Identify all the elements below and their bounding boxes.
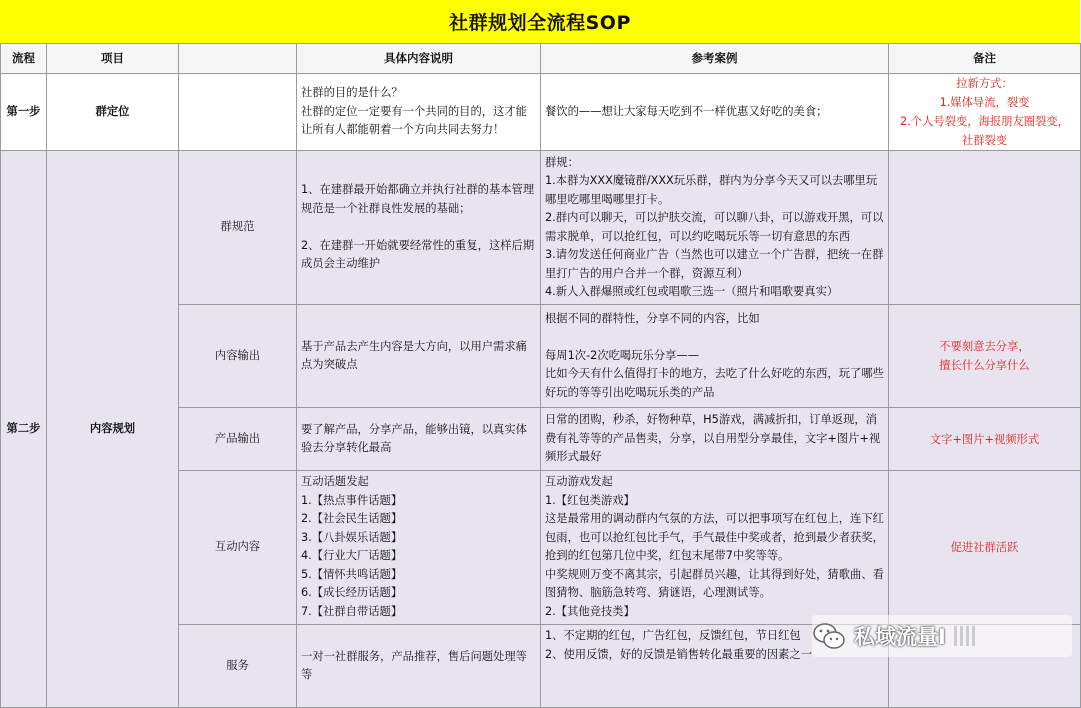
watermark-bars-icon	[954, 626, 975, 646]
header-note: 备注	[889, 44, 1081, 74]
watermark	[812, 615, 1072, 657]
header-row	[1, 44, 1081, 74]
sub-cell: 内容输出	[179, 305, 297, 408]
content-cell: 一对一社群服务，产品推荐，售后问题处理等等	[297, 625, 541, 708]
content-cell: 基于产品去产生内容是大方向，以用户需求痛点为突破点	[297, 305, 541, 408]
note-cell: 拉新方式： 1.媒体导流，裂变 2.个人号裂变，海报朋友圈裂变， 社群裂变	[889, 74, 1081, 151]
sub-cell: 群规范	[179, 151, 297, 305]
case-cell: 互动游戏发起 1.【红包类游戏】 这是最常用的调动群内气氛的方法，可以把事项写在红包上，连下红包雨，也可以抢红包比手气，手气最佳中奖或者，抢到最少者获奖，抢到的红包第几位中奖，红包末尾带7中奖等等。 中奖规则万变不离其宗，引起群员兴趣，让其得到好处，猜歌曲、看图猜物、脑筋急转弯、猜谜语，心理测试等。 2.【其他竞技类】	[541, 471, 889, 625]
case-cell: 日常的团购，秒杀，好物种草，H5游戏，满减折扣，订单返现，消费有礼等等的产品售卖，分享，以自用型分享最佳，文字+图片+视频形式最好	[541, 408, 889, 471]
note-cell: 促进社群活跃	[889, 471, 1081, 625]
header-content: 具体内容说明	[297, 44, 541, 74]
sub-cell	[179, 74, 297, 151]
sheet-title: 社群规划全流程SOP	[0, 0, 1080, 44]
sub-cell: 互动内容	[179, 471, 297, 625]
note-cell	[889, 151, 1081, 305]
header-step: 流程	[1, 44, 47, 74]
step-cell: 第二步	[1, 151, 47, 708]
header-item: 项目	[47, 44, 179, 74]
header-case: 参考案例	[541, 44, 889, 74]
watermark-text: 私域流量I	[854, 625, 946, 649]
content-cell: 要了解产品，分享产品，能够出镜，以真实体验去分享转化最高	[297, 408, 541, 471]
case-cell: 1、不定期的红包，广告红包，反馈红包，节日红包 2、使用反馈，好的反馈是销售转化最重要的因素之一	[541, 625, 889, 708]
table-row	[1, 151, 1081, 305]
content-cell: 互动话题发起 1.【热点事件话题】 2.【社会民生话题】 3.【八卦娱乐话题】 4.【行业大厂话题】 5.【情怀共鸣话题】 6.【成长经历话题】 7.【社群自带话题】	[297, 471, 541, 625]
case-cell: 根据不同的群特性，分享不同的内容，比如 每周1次-2次吃喝玩乐分享—— 比如今天有什么值得打卡的地方，去吃了什么好吃的东西，玩了哪些好玩的等等引出吃喝玩乐类的产品	[541, 305, 889, 408]
sub-cell: 服务	[179, 625, 297, 708]
item-cell: 内容规划	[47, 151, 179, 708]
header-sub	[179, 44, 297, 74]
sop-table	[0, 43, 1081, 708]
step-cell: 第一步	[1, 74, 47, 151]
content-cell: 1、在建群最开始都确立并执行社群的基本管理规范是一个社群良性发展的基础； 2、在建群一开始就要经常性的重复，这样后期成员会主动维护	[297, 151, 541, 305]
sub-cell: 产品输出	[179, 408, 297, 471]
wechat-icon	[812, 621, 846, 651]
case-cell: 群规： 1.本群为XXX魔镜群/XXX玩乐群，群内为分享今天又可以去哪里玩哪里吃哪里喝哪里打卡。 2.群内可以聊天，可以护肤交流，可以聊八卦，可以游戏开黑，可以需求脱单，可以抢红包，可以约吃喝玩乐等一切有意思的东西 3.请勿发送任何商业广告（当然也可以建立一个广告群，把统一在群里打广告的用户合并一个群，资源互利） 4.新人入群爆照或红包或唱歌三选一（照片和唱歌要真实）	[541, 151, 889, 305]
item-cell: 群定位	[47, 74, 179, 151]
note-cell: 文字+图片+视频形式	[889, 408, 1081, 471]
table-row	[1, 74, 1081, 151]
case-cell: 餐饮的——想让大家每天吃到不一样优惠又好吃的美食；	[541, 74, 889, 151]
note-cell: 不要刻意去分享， 擅长什么分享什么	[889, 305, 1081, 408]
content-cell: 社群的目的是什么？ 社群的定位一定要有一个共同的目的，这才能让所有人都能朝着一个方向共同去努力！	[297, 74, 541, 151]
